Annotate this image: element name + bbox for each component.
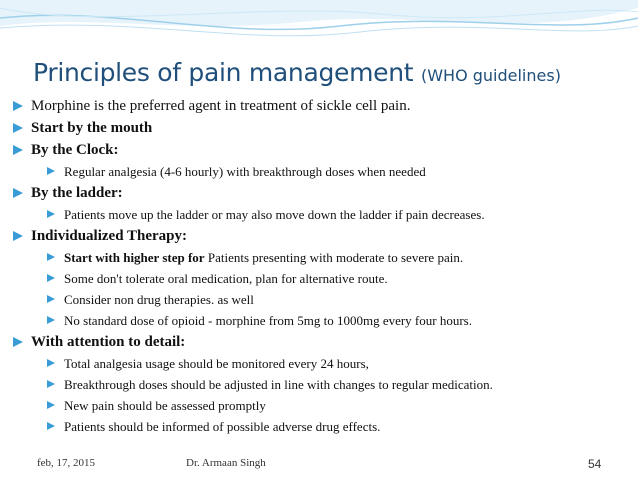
bullet-arrow-icon	[13, 123, 23, 133]
bullet-arrow-icon	[47, 316, 55, 324]
bullet-item	[10, 225, 635, 247]
bullet-arrow-icon	[47, 359, 55, 367]
bullet-arrow-icon	[13, 231, 23, 241]
bullet-arrow-icon	[47, 274, 55, 282]
bullet-text: Patients should be informed of possible adverse drug effects.	[64, 419, 381, 434]
bullet-arrow-icon	[13, 145, 23, 155]
bullet-text-bold: With attention to detail:	[31, 334, 186, 350]
bullet-text-bold: Start by the mouth	[31, 120, 153, 136]
bullet-text: Patients move up the ladder or may also move down the ladder if pain decreases.	[64, 207, 485, 222]
bullet-list	[10, 95, 635, 437]
bullet-arrow-icon	[47, 380, 55, 388]
bullet-text: Total analgesia usage should be monitored every 24 hours,	[64, 356, 369, 371]
slide-title	[33, 58, 633, 87]
bullet-arrow-icon	[47, 167, 55, 175]
footer-author: Dr. Armaan Singh	[186, 457, 266, 469]
bullet-text-bold: By the ladder:	[31, 185, 123, 201]
bullet-text: New pain should be assessed promptly	[64, 398, 266, 413]
bullet-item	[10, 95, 635, 117]
sub-bullet-item	[10, 161, 635, 182]
bullet-item	[10, 139, 635, 161]
bullet-text: Some don't tolerate oral medication, plan for alternative route.	[64, 271, 388, 286]
bullet-text-bold: Individualized Therapy:	[31, 228, 188, 244]
bullet-arrow-icon	[47, 422, 55, 430]
bullet-text: Morphine is the preferred agent in treatment of sickle cell pain.	[31, 98, 411, 114]
bullet-arrow-icon	[47, 401, 55, 409]
bullet-arrow-icon	[47, 253, 55, 261]
bullet-text-bold: Start with higher step for	[64, 250, 205, 265]
sub-bullet-item	[10, 204, 635, 225]
sub-bullet-item	[10, 310, 635, 331]
bullet-item	[10, 331, 635, 353]
footer-date: feb, 17, 2015	[37, 457, 96, 469]
bullet-arrow-icon	[13, 101, 23, 111]
sub-bullet-item	[10, 395, 635, 416]
sub-bullet-item	[10, 247, 635, 268]
bullet-arrow-icon	[13, 337, 23, 347]
header-wave-decoration	[0, 0, 638, 60]
bullet-item	[10, 117, 635, 139]
bullet-text: Breakthrough doses should be adjusted in line with changes to regular medication.	[64, 377, 493, 392]
bullet-text: No standard dose of opioid - morphine from 5mg to 1000mg every four hours.	[64, 313, 472, 328]
bullet-item	[10, 182, 635, 204]
bullet-arrow-icon	[13, 188, 23, 198]
sub-bullet-item	[10, 416, 635, 437]
slide-title-sub: (WHO guidelines)	[420, 66, 561, 85]
bullet-text: Patients presenting with moderate to severe pain.	[204, 250, 464, 265]
sub-bullet-item	[10, 353, 635, 374]
sub-bullet-item	[10, 374, 635, 395]
bullet-text-bold: By the Clock:	[31, 142, 119, 158]
bullet-arrow-icon	[47, 295, 55, 303]
bullet-text: Regular analgesia (4-6 hourly) with breakthrough doses when needed	[64, 164, 426, 179]
bullet-text: Consider non drug therapies. as well	[64, 292, 254, 307]
sub-bullet-item	[10, 268, 635, 289]
bullet-arrow-icon	[47, 210, 55, 218]
sub-bullet-item	[10, 289, 635, 310]
slide-number: 54	[588, 457, 602, 471]
slide-title-main: Principles of pain management	[33, 58, 414, 87]
